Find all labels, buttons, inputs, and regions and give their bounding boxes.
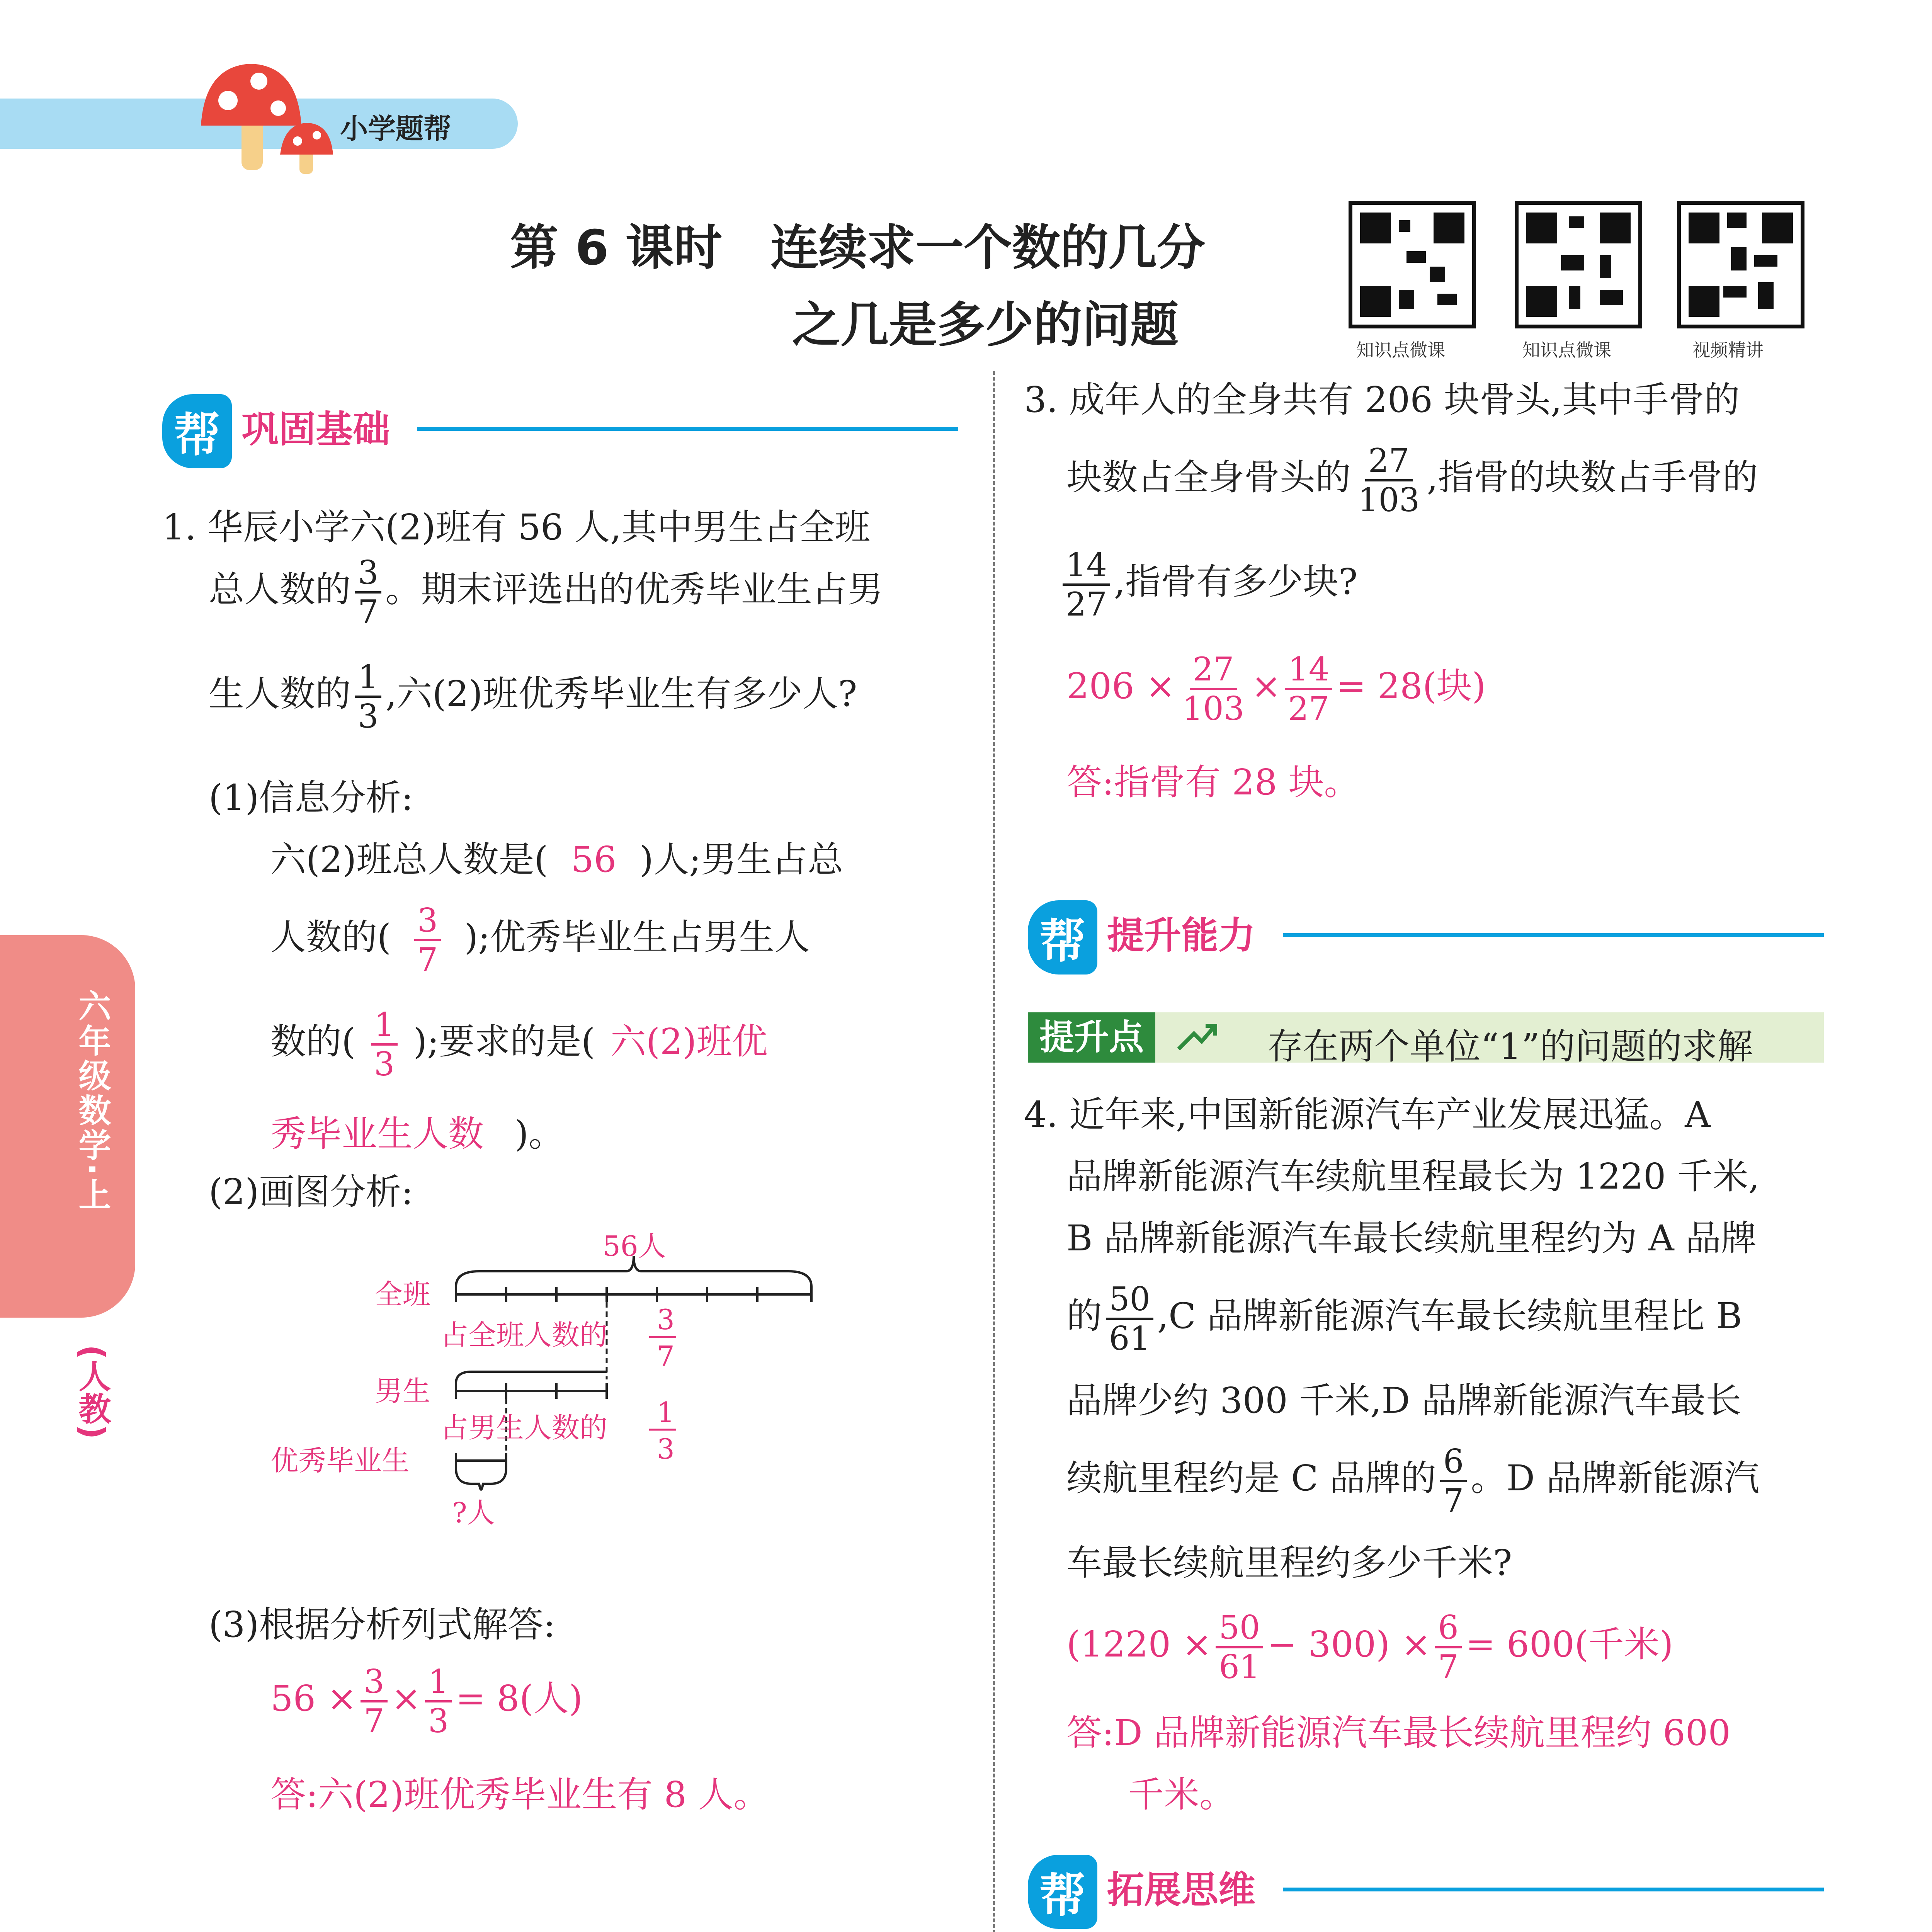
mushroom-logo	[193, 58, 340, 174]
diagram-note-1: 占全班人数的	[440, 1319, 608, 1351]
denominator: 61	[1219, 1648, 1260, 1686]
q1-line2	[209, 554, 883, 631]
qr-code-2[interactable]	[1515, 201, 1642, 328]
numerator: 14	[1063, 549, 1110, 586]
section-rule	[1283, 1888, 1824, 1891]
denominator: 61	[1109, 1320, 1150, 1357]
diagram-frac-d: 3	[657, 1433, 675, 1465]
diagram-frac-n: 3	[657, 1303, 675, 1336]
formula-text: − 300) ×	[1267, 1623, 1431, 1665]
denominator: 103	[1182, 690, 1245, 728]
q3-answer: 答:指骨有 28 块。	[1066, 762, 1360, 803]
numerator: 27	[1365, 444, 1413, 481]
q3-stem-text: ,指骨有多少块?	[1114, 561, 1358, 602]
numerator: 1	[425, 1665, 452, 1702]
column-divider	[993, 371, 995, 1932]
formula-text: 206 ×	[1066, 665, 1175, 707]
formula-text: = 8(人)	[456, 1677, 583, 1719]
fill-text: )。	[515, 1113, 564, 1155]
section-tag-icon: 帮	[162, 394, 232, 468]
diagram-frac-n: 1	[657, 1396, 675, 1429]
denominator: 7	[358, 593, 379, 631]
diagram-frac-d: 7	[657, 1340, 675, 1372]
q4-formula	[1066, 1609, 1673, 1686]
qr-label-3: 视频精讲	[1692, 340, 1764, 361]
answer-total: 56	[571, 839, 617, 880]
section-title: 提升能力	[1107, 914, 1255, 957]
denominator: 27	[1288, 690, 1330, 728]
section-consolidate-header	[162, 390, 958, 462]
q3-stem-line1: 成年人的全身共有 206 块骨头,其中手骨的	[1069, 379, 1740, 420]
q1-part1-line4	[270, 1113, 564, 1155]
q4-stem-text: 的	[1066, 1295, 1102, 1337]
fraction	[425, 1663, 452, 1740]
q3-formula: 206 × $\frac{27}{103}$ × $\frac{14}{27}$ = 28(块)	[1066, 650, 1486, 728]
denominator: 103	[1358, 481, 1420, 519]
q1-part1-label: (1)信息分析:	[209, 777, 413, 818]
denominator: 3	[358, 697, 379, 735]
improve-point-banner	[1028, 1012, 1824, 1067]
lesson-title-line2: 之几是多少的问题	[792, 297, 1179, 353]
fraction	[1179, 650, 1247, 728]
improve-point-text: 存在两个单位“1”的问题的求解	[1267, 1026, 1753, 1067]
diagram-note-2: 占男生人数的	[440, 1412, 608, 1444]
q3-stem-text: ,指骨的块数占手骨的	[1427, 456, 1758, 498]
q3-number: 3.	[1024, 379, 1058, 420]
numerator: 6	[1435, 1611, 1461, 1648]
formula-text: (1220 ×	[1066, 1623, 1212, 1665]
fill-text: 六(2)班总人数是(	[270, 839, 548, 880]
q1-answer: 答:六(2)班优秀毕业生有 8 人。	[270, 1774, 769, 1815]
q1-stem-text: 。期末评选出的优秀毕业生占男	[385, 568, 883, 610]
q3-line2	[1066, 442, 1758, 519]
q1-part3-label: (3)根据分析列式解答:	[209, 1604, 556, 1645]
section-title: 巩固基础	[242, 408, 390, 451]
q1-stem-text: 总人数的	[209, 568, 351, 610]
denominator: 3	[428, 1702, 449, 1740]
qr-label-2: 知识点微课	[1522, 340, 1611, 361]
formula-text: = 28(块)	[1336, 665, 1486, 707]
section-tag-icon: 帮	[1028, 1855, 1097, 1929]
formula-text: 56 ×	[270, 1677, 357, 1719]
fraction	[1435, 1609, 1461, 1686]
numerator: 1	[355, 661, 381, 698]
q4-stem-text: ,C 品牌新能源汽车最长续航里程比 B	[1157, 1295, 1742, 1337]
q4-answer-line2: 千米。	[1128, 1774, 1235, 1815]
fraction	[1285, 650, 1332, 728]
answer-fraction	[371, 1006, 398, 1083]
q1-number: 1.	[162, 507, 196, 548]
numerator: 3	[414, 904, 441, 941]
diagram-total-label: 56人	[603, 1230, 666, 1262]
q1-formula: 56 × $\frac{3}{7}$ × $\frac{1}{3}$ = 8(人)	[270, 1663, 583, 1740]
fill-text: 数的(	[270, 1020, 355, 1062]
q4-line3: B 品牌新能源汽车最长续航里程约为 A 品牌	[1066, 1218, 1757, 1259]
fill-text: );优秀毕业生占男生人	[464, 916, 810, 958]
q4-line1	[1024, 1094, 1711, 1136]
q1-part1-line2	[270, 901, 810, 979]
lesson-title-line1: 第 6 课时 连续求一个数的几分	[510, 220, 1206, 276]
improve-point-label: 提升点	[1028, 1012, 1155, 1063]
numerator: 50	[1106, 1283, 1153, 1320]
numerator: 50	[1216, 1611, 1263, 1648]
fraction	[361, 1663, 387, 1740]
q1-line1	[162, 506, 870, 549]
qr-label-1: 知识点微课	[1356, 340, 1445, 361]
answer-fraction	[414, 901, 441, 979]
q4-line6	[1066, 1442, 1760, 1520]
denominator: 7	[1438, 1648, 1459, 1686]
q1-part1-line1	[270, 838, 843, 881]
section-tag-icon: 帮	[1028, 900, 1097, 975]
q4-answer-line1: 答:D 品牌新能源汽车最长续航里程约 600	[1066, 1712, 1731, 1753]
denominator: 3	[374, 1045, 395, 1083]
section-extend-header	[1028, 1851, 1824, 1923]
q1-stem-text: 生人数的	[209, 673, 351, 714]
fill-text: 人数的(	[270, 916, 391, 958]
q1-line3	[209, 658, 857, 735]
q4-stem-line1: 近年来,中国新能源汽车产业发展迅猛。A	[1069, 1094, 1711, 1135]
side-tab-edition: (人教)	[73, 1345, 111, 1439]
fraction	[1355, 442, 1423, 519]
fill-text: );要求的是(	[413, 1020, 595, 1062]
q1-part2-label: (2)画图分析:	[209, 1171, 413, 1213]
denominator: 7	[364, 1702, 384, 1740]
formula-text: = 600(千米)	[1465, 1623, 1673, 1665]
q1-stem-line1: 华辰小学六(2)班有 56 人,其中男生占全班	[207, 507, 871, 548]
q4-line4	[1066, 1280, 1742, 1357]
numerator: 3	[355, 556, 381, 594]
fraction	[1063, 546, 1110, 623]
side-tab-subject: 六年级数学·上	[73, 989, 111, 1213]
answer-ask: 秀毕业生人数	[270, 1113, 484, 1155]
q3-line3	[1063, 546, 1358, 623]
section-title: 拓展思维	[1107, 1868, 1255, 1912]
section-improve-header	[1028, 896, 1824, 968]
section-rule	[417, 427, 958, 431]
numerator: 6	[1440, 1445, 1467, 1482]
q4-line2: 品牌新能源汽车续航里程最长为 1220 千米,	[1066, 1156, 1760, 1197]
diagram-row-1: 全班	[375, 1278, 431, 1311]
q4-line7: 车最长续航里程约多少千米?	[1066, 1542, 1512, 1583]
denominator: 7	[417, 941, 438, 979]
fraction	[355, 658, 381, 735]
q1-part1-line3	[270, 1006, 768, 1083]
fraction	[1106, 1280, 1153, 1357]
diagram-row-2: 男生	[375, 1375, 431, 1407]
diagram-unknown: ?人	[452, 1497, 495, 1529]
brand-name: 小学题帮	[340, 112, 452, 145]
section-rule	[1283, 933, 1824, 937]
q3-line1	[1024, 379, 1740, 421]
q4-line5: 品牌少约 300 千米,D 品牌新能源汽车最长	[1066, 1380, 1742, 1421]
numerator: 14	[1285, 653, 1332, 690]
numerator: 27	[1190, 653, 1237, 690]
fraction	[355, 554, 381, 631]
arrow-icon	[1175, 1022, 1217, 1054]
answer-ask: 六(2)班优	[611, 1020, 768, 1062]
fraction	[1216, 1609, 1263, 1686]
diagram-row-3: 优秀毕业生	[270, 1444, 410, 1477]
numerator: 1	[371, 1009, 398, 1046]
fill-text: )人;男生占总	[639, 839, 844, 880]
q1-stem-text: ,六(2)班优秀毕业生有多少人?	[385, 673, 857, 714]
denominator: 7	[1443, 1482, 1464, 1520]
q4-stem-text: 续航里程约是 C 品牌的	[1066, 1457, 1436, 1499]
qr-code-1[interactable]	[1349, 201, 1476, 328]
denominator: 27	[1066, 585, 1107, 623]
numerator: 3	[361, 1665, 387, 1702]
q4-number: 4.	[1024, 1094, 1058, 1135]
q1-line-diagram	[247, 1213, 850, 1546]
q4-stem-text: 。D 品牌新能源汽	[1471, 1457, 1760, 1499]
fraction	[1440, 1442, 1467, 1520]
q3-stem-text: 块数占全身骨头的	[1066, 456, 1351, 498]
qr-code-3[interactable]	[1677, 201, 1804, 328]
